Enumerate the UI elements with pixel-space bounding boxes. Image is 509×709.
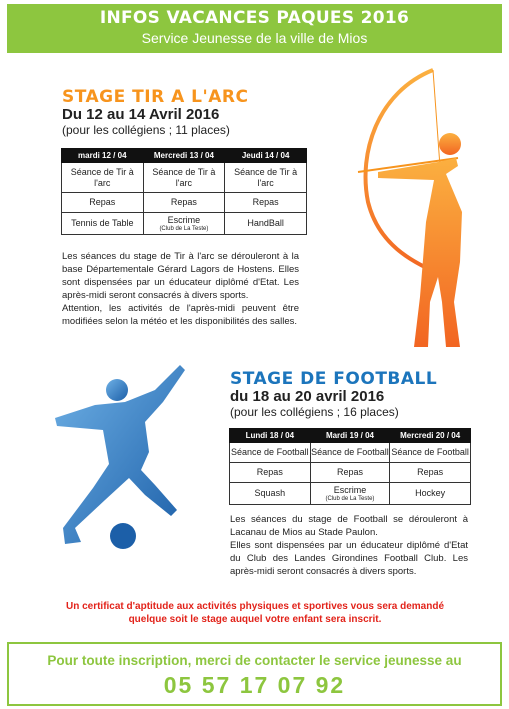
archery-schedule-table — [61, 148, 307, 235]
table-row — [62, 193, 307, 213]
table-header: Jeudi 14 / 04 — [225, 149, 307, 163]
table-header: Mardi 19 / 04 — [310, 429, 390, 443]
archery-audience: (pour les collégiens ; 11 places) — [62, 123, 230, 137]
cell-note: (Club de La Teste) — [159, 225, 209, 232]
archery-dates: Du 12 au 14 Avril 2016 — [62, 106, 220, 123]
table-row — [62, 163, 307, 193]
cell-main-text: Escrime — [167, 214, 201, 225]
table-row — [230, 463, 471, 483]
archery-description — [62, 250, 299, 328]
table-header-row — [230, 429, 471, 443]
football-player-illustration — [45, 360, 195, 560]
football-description — [230, 513, 468, 578]
certificate-notice — [20, 600, 490, 626]
table-row — [230, 483, 471, 505]
table-cell: Repas — [62, 193, 144, 213]
paragraph: Les séances du stage de Tir à l'arc se dérouleront à la base Départementale Gérard Lagors de Hostens. Elles sont dispensées par un éducateur diplômé d'Etat. Les après-midi seront consacrés à divers sports. — [62, 251, 299, 301]
football-audience: (pour les collégiens ; 16 places) — [230, 405, 399, 419]
notice-line: quelque soit le stage auquel votre enfant sera inscrit. — [128, 614, 382, 625]
paragraph: Attention, les activités de l'après-midi peuvent être modifiées selon la météo et les disponibilités des salles. — [62, 303, 299, 327]
page-subtitle: Service Jeunesse de la ville de Mios — [141, 30, 368, 46]
cell-main-text: Escrime — [333, 484, 367, 495]
table-cell: Hockey — [390, 483, 471, 505]
table-cell: Séance de Football — [230, 443, 311, 463]
table-cell: Séance de Football — [390, 443, 471, 463]
table-header: Mercredi 20 / 04 — [390, 429, 471, 443]
notice-line: Un certificat d'aptitude aux activités physiques et sportives vous sera demandé — [65, 601, 445, 612]
table-row — [230, 443, 471, 463]
archery-title: STAGE TIR A L'ARC — [62, 87, 249, 107]
contact-box — [7, 642, 502, 706]
table-cell: Repas — [310, 463, 390, 483]
contact-phone: 05 57 17 07 92 — [163, 672, 346, 698]
contact-text: Pour toute inscription, merci de contacter le service jeunesse au — [47, 653, 462, 668]
header-banner — [7, 4, 502, 53]
table-cell: Repas — [390, 463, 471, 483]
football-title: STAGE DE FOOTBALL — [230, 369, 438, 389]
table-cell: Séance de Football — [310, 443, 390, 463]
table-cell: Tennis de Table — [62, 213, 144, 235]
table-cell — [143, 213, 225, 235]
table-cell: Squash — [230, 483, 311, 505]
table-cell: Repas — [230, 463, 311, 483]
table-cell: Séance de Tir à l'arc — [225, 163, 307, 193]
football-schedule-table — [229, 428, 471, 505]
table-row — [62, 213, 307, 235]
table-cell: Repas — [225, 193, 307, 213]
paragraph: Les séances du stage de Football se dérouleront à Lacanau de Mios au Stade Paulon. — [230, 514, 468, 538]
cell-note: (Club de La Teste) — [325, 495, 375, 502]
table-header-row — [62, 149, 307, 163]
table-header: mardi 12 / 04 — [62, 149, 144, 163]
table-cell: Séance de Tir à l'arc — [62, 163, 144, 193]
table-cell: Repas — [143, 193, 225, 213]
page-title: INFOS VACANCES PAQUES 2016 — [99, 8, 410, 28]
paragraph: Elles sont dispensées par un éducateur diplômé d'Etat du Club des Landes Girondines Football Club. Les après-midi seront consacrés à divers sports. — [230, 540, 468, 577]
table-cell: HandBall — [225, 213, 307, 235]
table-header: Mercredi 13 / 04 — [143, 149, 225, 163]
table-cell: Séance de Tir à l'arc — [143, 163, 225, 193]
table-header: Lundi 18 / 04 — [230, 429, 311, 443]
table-cell — [310, 483, 390, 505]
archer-illustration — [338, 62, 488, 352]
football-dates: du 18 au 20 avril 2016 — [230, 388, 385, 405]
